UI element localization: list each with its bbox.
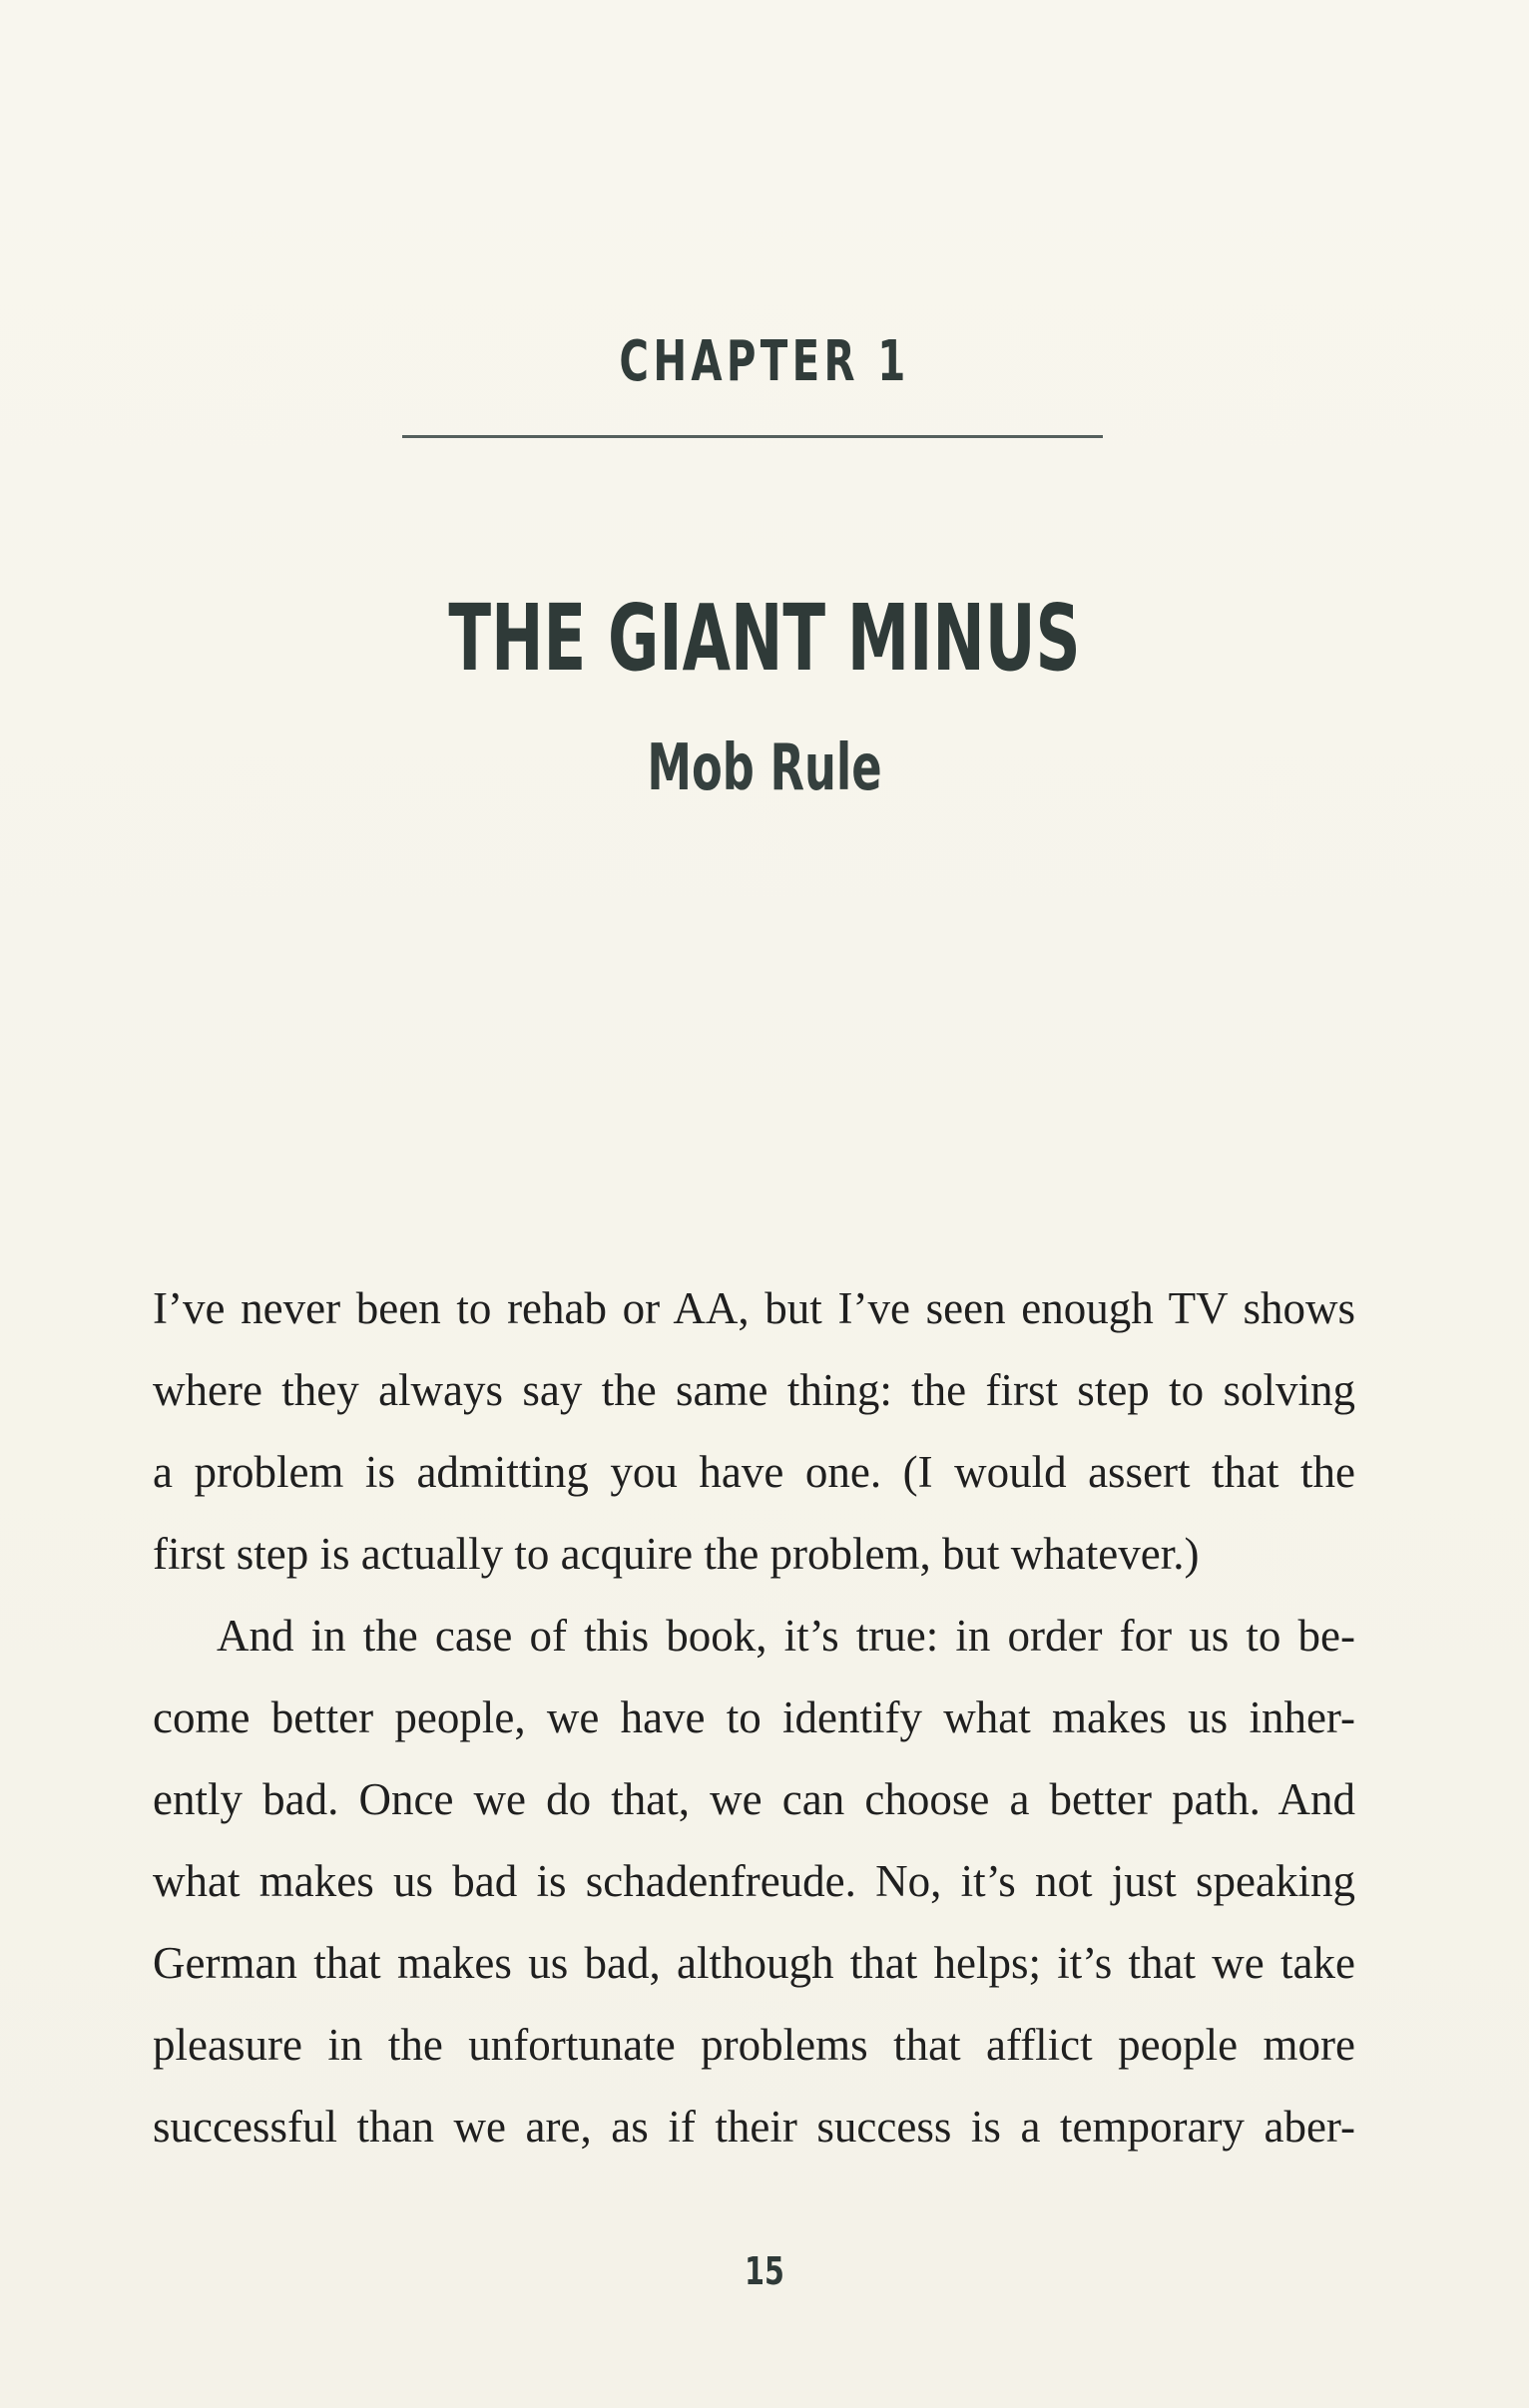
chapter-subtitle: Mob Rule (647, 731, 882, 805)
text-line: a problem is admitting you have one. (I would assert that the (153, 1447, 1355, 1497)
text-line: where they always say the same thing: the first step to solving (153, 1365, 1355, 1415)
text-line: come better people, we have to identify what makes us inher- (153, 1692, 1355, 1742)
text-line: what makes us bad is schadenfreude. No, it’s not just speaking (153, 1856, 1355, 1906)
text-line: successful than we are, as if their success is a temporary aber- (153, 2102, 1355, 2152)
text-line: And in the case of this book, it’s true: in order for us to be- (217, 1611, 1355, 1661)
body-text (153, 1267, 1355, 2167)
page-number: 15 (745, 2249, 784, 2293)
text-line: first step is actually to acquire the problem, but whatever.) (153, 1529, 1200, 1579)
chapter-title: THE GIANT MINUS (448, 585, 1081, 692)
text-line: pleasure in the unfortunate problems that afflict people more (153, 2020, 1355, 2070)
chapter-divider (402, 435, 1103, 438)
text-line: German that makes us bad, although that helps; it’s that we take (153, 1938, 1355, 1988)
text-line: ently bad. Once we do that, we can choose a better path. And (153, 1774, 1355, 1824)
chapter-label: CHAPTER 1 (619, 329, 910, 394)
text-line: I’ve never been to rehab or AA, but I’ve seen enough TV shows (153, 1283, 1355, 1333)
